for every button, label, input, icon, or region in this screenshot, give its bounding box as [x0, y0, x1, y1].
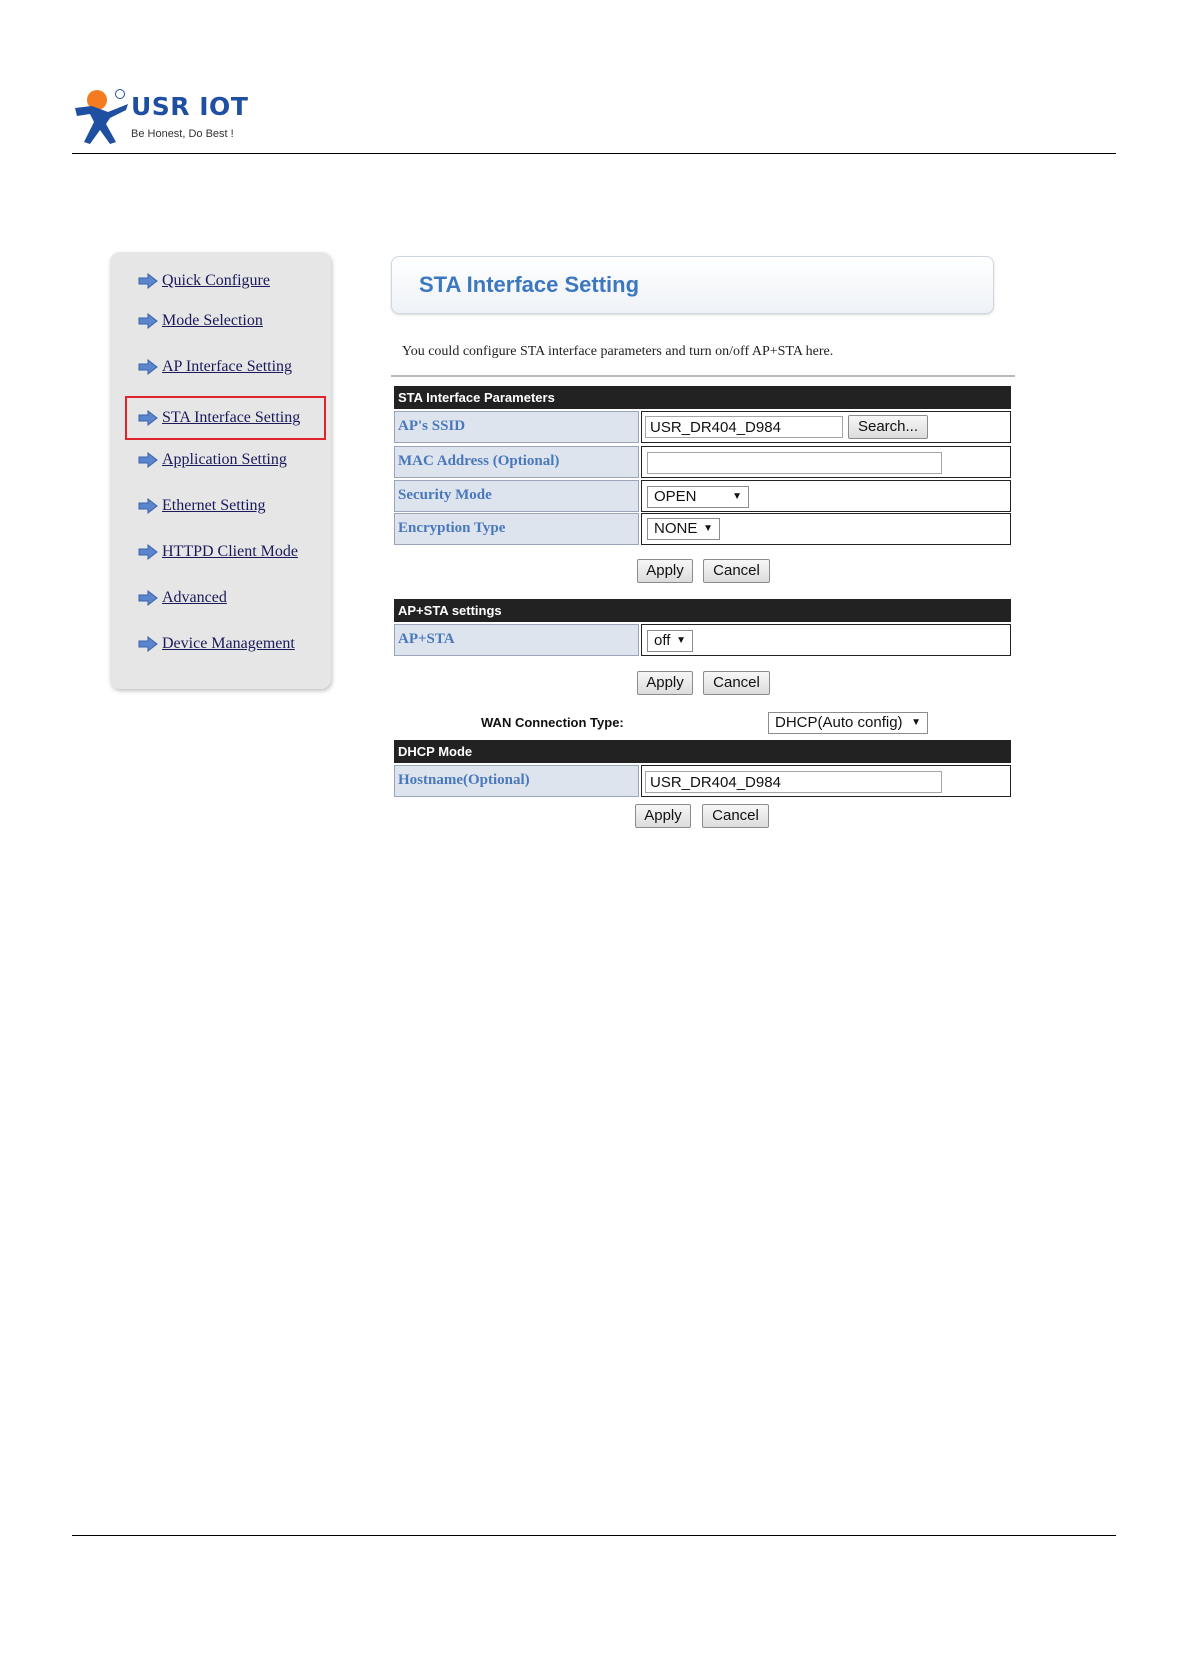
- sta-cancel-button[interactable]: Cancel: [703, 559, 770, 583]
- encryption-label: Encryption Type: [394, 513, 639, 545]
- sidebar-item-label: Quick Configure: [162, 272, 270, 289]
- mac-value-cell: [641, 446, 1011, 478]
- hostname-row: [394, 765, 1011, 797]
- apsta-heading: AP+STA settings: [394, 599, 1011, 622]
- sidebar-item-sta-interface-setting[interactable]: [138, 406, 300, 430]
- encryption-type-select[interactable]: [647, 518, 720, 540]
- sta-apply-button[interactable]: Apply: [637, 559, 693, 583]
- dropdown-caret-icon: ▼: [676, 635, 686, 646]
- sidebar-item-application-setting[interactable]: [138, 448, 287, 472]
- arrow-right-icon: [138, 452, 158, 468]
- sidebar-item-mode-selection[interactable]: [138, 309, 263, 333]
- sidebar-item-label: STA Interface Setting: [162, 409, 301, 426]
- ssid-label: AP's SSID: [394, 411, 639, 443]
- page-intro: You could configure STA interface parameters and turn on/off AP+STA here.: [402, 344, 834, 359]
- page-title: STA Interface Setting: [419, 272, 640, 297]
- mac-label: MAC Address (Optional): [394, 446, 639, 478]
- search-button[interactable]: Search...: [848, 415, 928, 439]
- dropdown-caret-icon: ▼: [703, 523, 713, 534]
- apsta-label: AP+STA: [394, 624, 639, 656]
- sidebar-item-label: AP Interface Setting: [162, 358, 293, 375]
- arrow-right-icon: [138, 313, 158, 329]
- apsta-apply-button[interactable]: Apply: [637, 671, 693, 695]
- intro-divider: [391, 375, 1015, 377]
- security-mode-value: OPEN: [654, 488, 697, 505]
- sidebar-item-label: Advanced: [162, 589, 227, 606]
- sidebar-item-label: HTTPD Client Mode: [162, 543, 298, 560]
- brand-name: USR IOT: [131, 92, 249, 121]
- wan-connection-type-label: WAN Connection Type:: [481, 715, 624, 730]
- encryption-row: [394, 513, 1011, 545]
- arrow-right-icon: [138, 590, 158, 606]
- arrow-right-icon: [138, 410, 158, 426]
- arrow-right-icon: [138, 273, 158, 289]
- sidebar-item-ap-interface-setting[interactable]: [138, 355, 292, 379]
- mac-row: [394, 446, 1011, 478]
- security-mode-select[interactable]: [647, 486, 749, 508]
- mac-address-input[interactable]: [647, 452, 942, 474]
- ssid-value-cell: [641, 411, 1011, 443]
- sidebar-item-label: Ethernet Setting: [162, 497, 266, 514]
- encryption-type-value: NONE: [654, 520, 698, 537]
- sidebar-nav: [110, 252, 331, 689]
- wan-connection-type-value: DHCP(Auto config): [775, 714, 903, 731]
- arrow-right-icon: [138, 544, 158, 560]
- security-row: [394, 480, 1011, 512]
- hostname-label: Hostname(Optional): [394, 765, 639, 797]
- sidebar-item-label: Device Management: [162, 635, 295, 652]
- sidebar-item-ethernet-setting[interactable]: [138, 494, 266, 518]
- header-divider: [72, 153, 1116, 154]
- sidebar-item-label: Application Setting: [162, 451, 287, 468]
- sta-params-heading: STA Interface Parameters: [394, 386, 1011, 409]
- arrow-right-icon: [138, 498, 158, 514]
- apsta-row: [394, 624, 1011, 656]
- sidebar-item-quick-configure[interactable]: [138, 269, 270, 293]
- hostname-input[interactable]: USR_DR404_D984: [645, 771, 942, 793]
- security-value-cell: [641, 480, 1011, 512]
- hostname-value-cell: [641, 765, 1011, 797]
- dhcp-cancel-button[interactable]: Cancel: [702, 804, 769, 828]
- sidebar-item-label: Mode Selection: [162, 312, 263, 329]
- wan-connection-type-select[interactable]: [768, 712, 928, 734]
- arrow-right-icon: [138, 359, 158, 375]
- sidebar-item-advanced[interactable]: [138, 586, 227, 610]
- dhcp-heading: DHCP Mode: [394, 740, 1011, 763]
- ssid-row: [394, 411, 1011, 443]
- arrow-right-icon: [138, 636, 158, 652]
- encryption-value-cell: [641, 513, 1011, 545]
- apsta-value: off: [654, 632, 671, 649]
- apsta-cancel-button[interactable]: Cancel: [703, 671, 770, 695]
- footer-divider: [72, 1535, 1116, 1536]
- dhcp-apply-button[interactable]: Apply: [635, 804, 691, 828]
- page-title-box: [391, 256, 994, 314]
- dropdown-caret-icon: ▼: [911, 717, 921, 728]
- security-label: Security Mode: [394, 480, 639, 512]
- dropdown-caret-icon: ▼: [732, 491, 742, 502]
- sidebar-item-device-management[interactable]: [138, 632, 295, 656]
- brand-tagline: Be Honest, Do Best !: [131, 128, 234, 140]
- sidebar-item-httpd-client-mode[interactable]: [138, 540, 298, 564]
- ssid-input[interactable]: USR_DR404_D984: [645, 416, 843, 438]
- apsta-select[interactable]: [647, 630, 693, 652]
- apsta-value-cell: [641, 624, 1011, 656]
